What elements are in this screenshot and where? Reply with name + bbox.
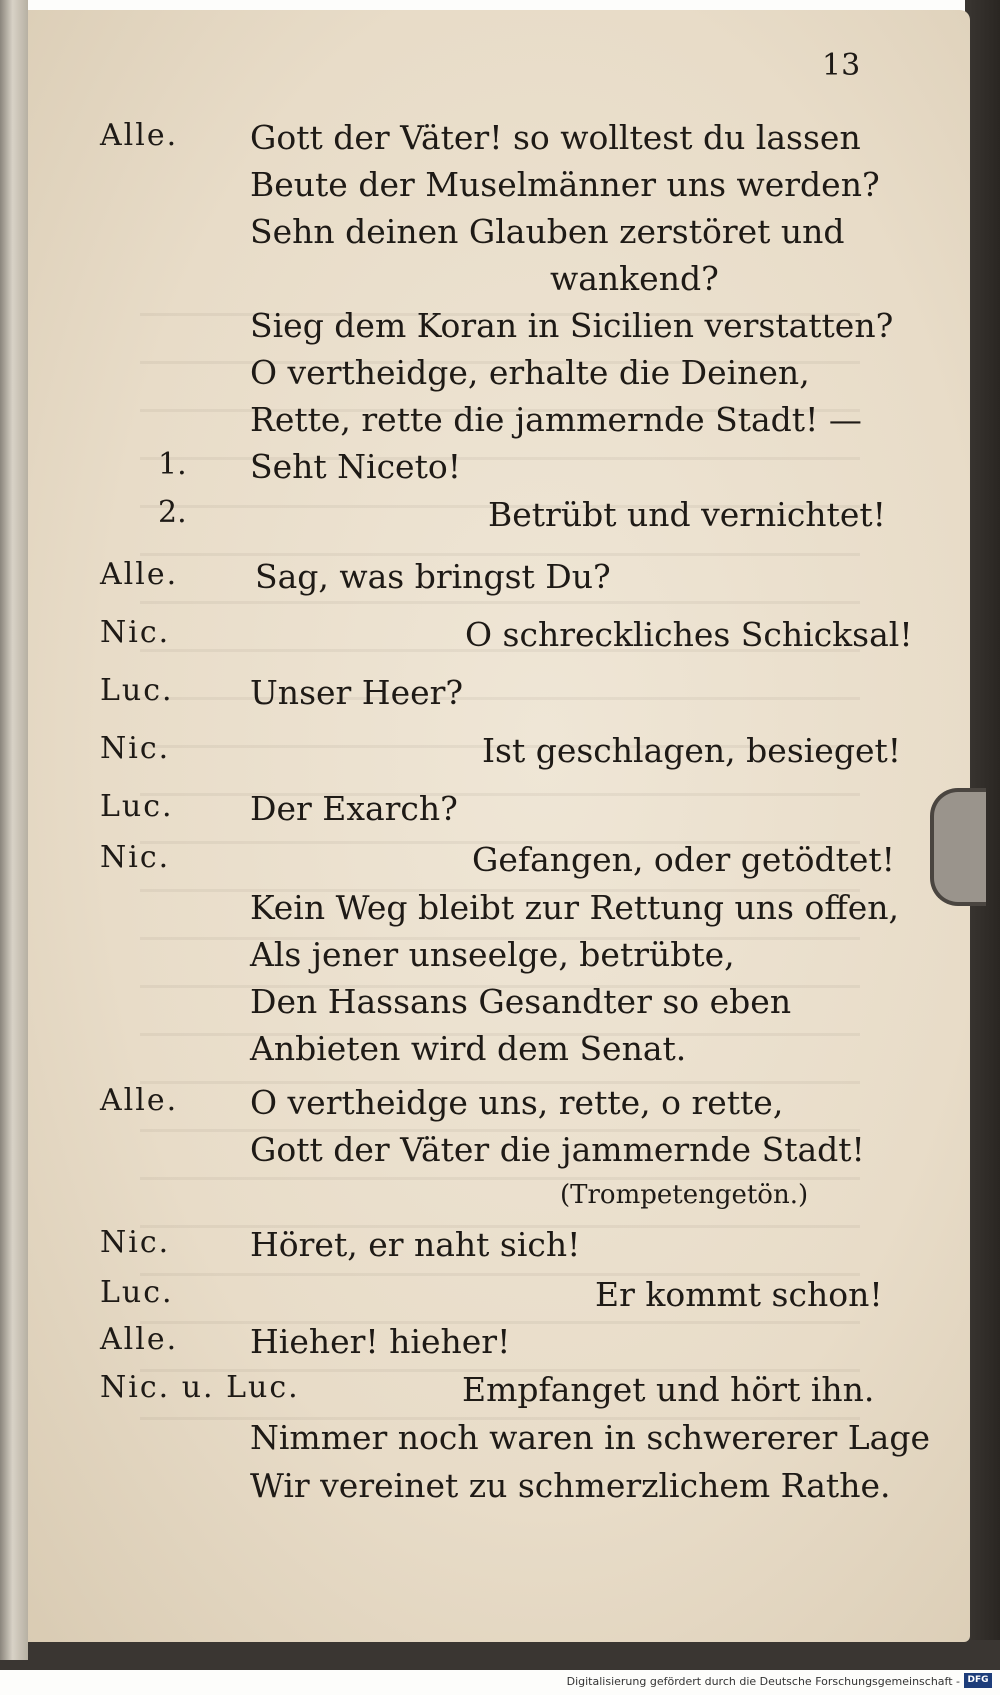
verse-line: Nimmer noch waren in schwererer Lage [250, 1418, 930, 1457]
verse-line: Sieg dem Koran in Sicilien verstatten? [250, 306, 894, 345]
verse-line: Sag, was bringst Du? [255, 557, 611, 596]
verse-line: Sehn deinen Glauben zerstöret und [250, 212, 845, 251]
verse-line: O vertheidge, erhalte die Deinen, [250, 353, 810, 392]
verse-line: Anbieten wird dem Senat. [250, 1029, 687, 1068]
verse-line: Betrübt und vernichtet! [488, 495, 886, 534]
verse-line: Den Hassans Gesandter so eben [250, 982, 792, 1021]
verse-line: Als jener unseelge, betrübte, [250, 935, 735, 974]
verse-line: Seht Niceto! [250, 447, 461, 486]
stage-direction: (Trompetengetön.) [560, 1180, 809, 1210]
page-number: 13 [822, 48, 861, 83]
speaker-label: Alle. [100, 1083, 179, 1118]
speaker-label: Nic. [100, 731, 171, 766]
speaker-label: Alle. [100, 557, 179, 592]
speaker-label: 1. [158, 447, 187, 482]
verse-line: Unser Heer? [250, 673, 464, 712]
verse-line: Beute der Muselmänner uns werden? [250, 165, 880, 204]
verse-line: Gott der Väter die jammernde Stadt! [250, 1130, 865, 1169]
verse-line: Der Exarch? [250, 789, 458, 828]
page-binding-edge [0, 0, 28, 1660]
speaker-label: Luc. [100, 673, 174, 708]
verse-line: Ist geschlagen, besieget! [482, 731, 902, 770]
speaker-label: Luc. [100, 1275, 174, 1310]
verse-line: Er kommt schon! [595, 1275, 883, 1314]
scanner-frame-bottom [0, 1640, 1000, 1670]
verse-line: Empfanget und hört ihn. [462, 1370, 875, 1409]
speaker-label: Alle. [100, 118, 179, 153]
verse-line: wankend? [550, 259, 719, 298]
verse-line: O schreckliches Schicksal! [465, 615, 913, 654]
page-tab-marker [930, 788, 986, 906]
speaker-label: Alle. [100, 1322, 179, 1357]
dfg-logo: DFG [964, 1673, 992, 1688]
verse-line: Hieher! hieher! [250, 1322, 511, 1361]
verse-line: Gefangen, oder getödtet! [472, 840, 895, 879]
verse-line: Höret, er naht sich! [250, 1225, 581, 1264]
speaker-label: Nic. [100, 615, 171, 650]
speaker-label: Luc. [100, 789, 174, 824]
verse-line: Gott der Väter! so wolltest du lassen [250, 118, 861, 157]
verse-line: O vertheidge uns, rette, o rette, [250, 1083, 784, 1122]
verse-line: Kein Weg bleibt zur Rettung uns offen, [250, 888, 900, 927]
speaker-label: Nic. [100, 1225, 171, 1260]
speaker-label: Nic. u. Luc. [100, 1370, 300, 1405]
verse-line: Wir vereinet zu schmerzlichem Rathe. [250, 1466, 891, 1505]
speaker-label: 2. [158, 495, 187, 530]
speaker-label: Nic. [100, 840, 171, 875]
verse-line: Rette, rette die jammernde Stadt! — [250, 400, 862, 439]
digitization-credit: Digitalisierung gefördert durch die Deutsche Forschungsgemeinschaft - [566, 1675, 960, 1688]
